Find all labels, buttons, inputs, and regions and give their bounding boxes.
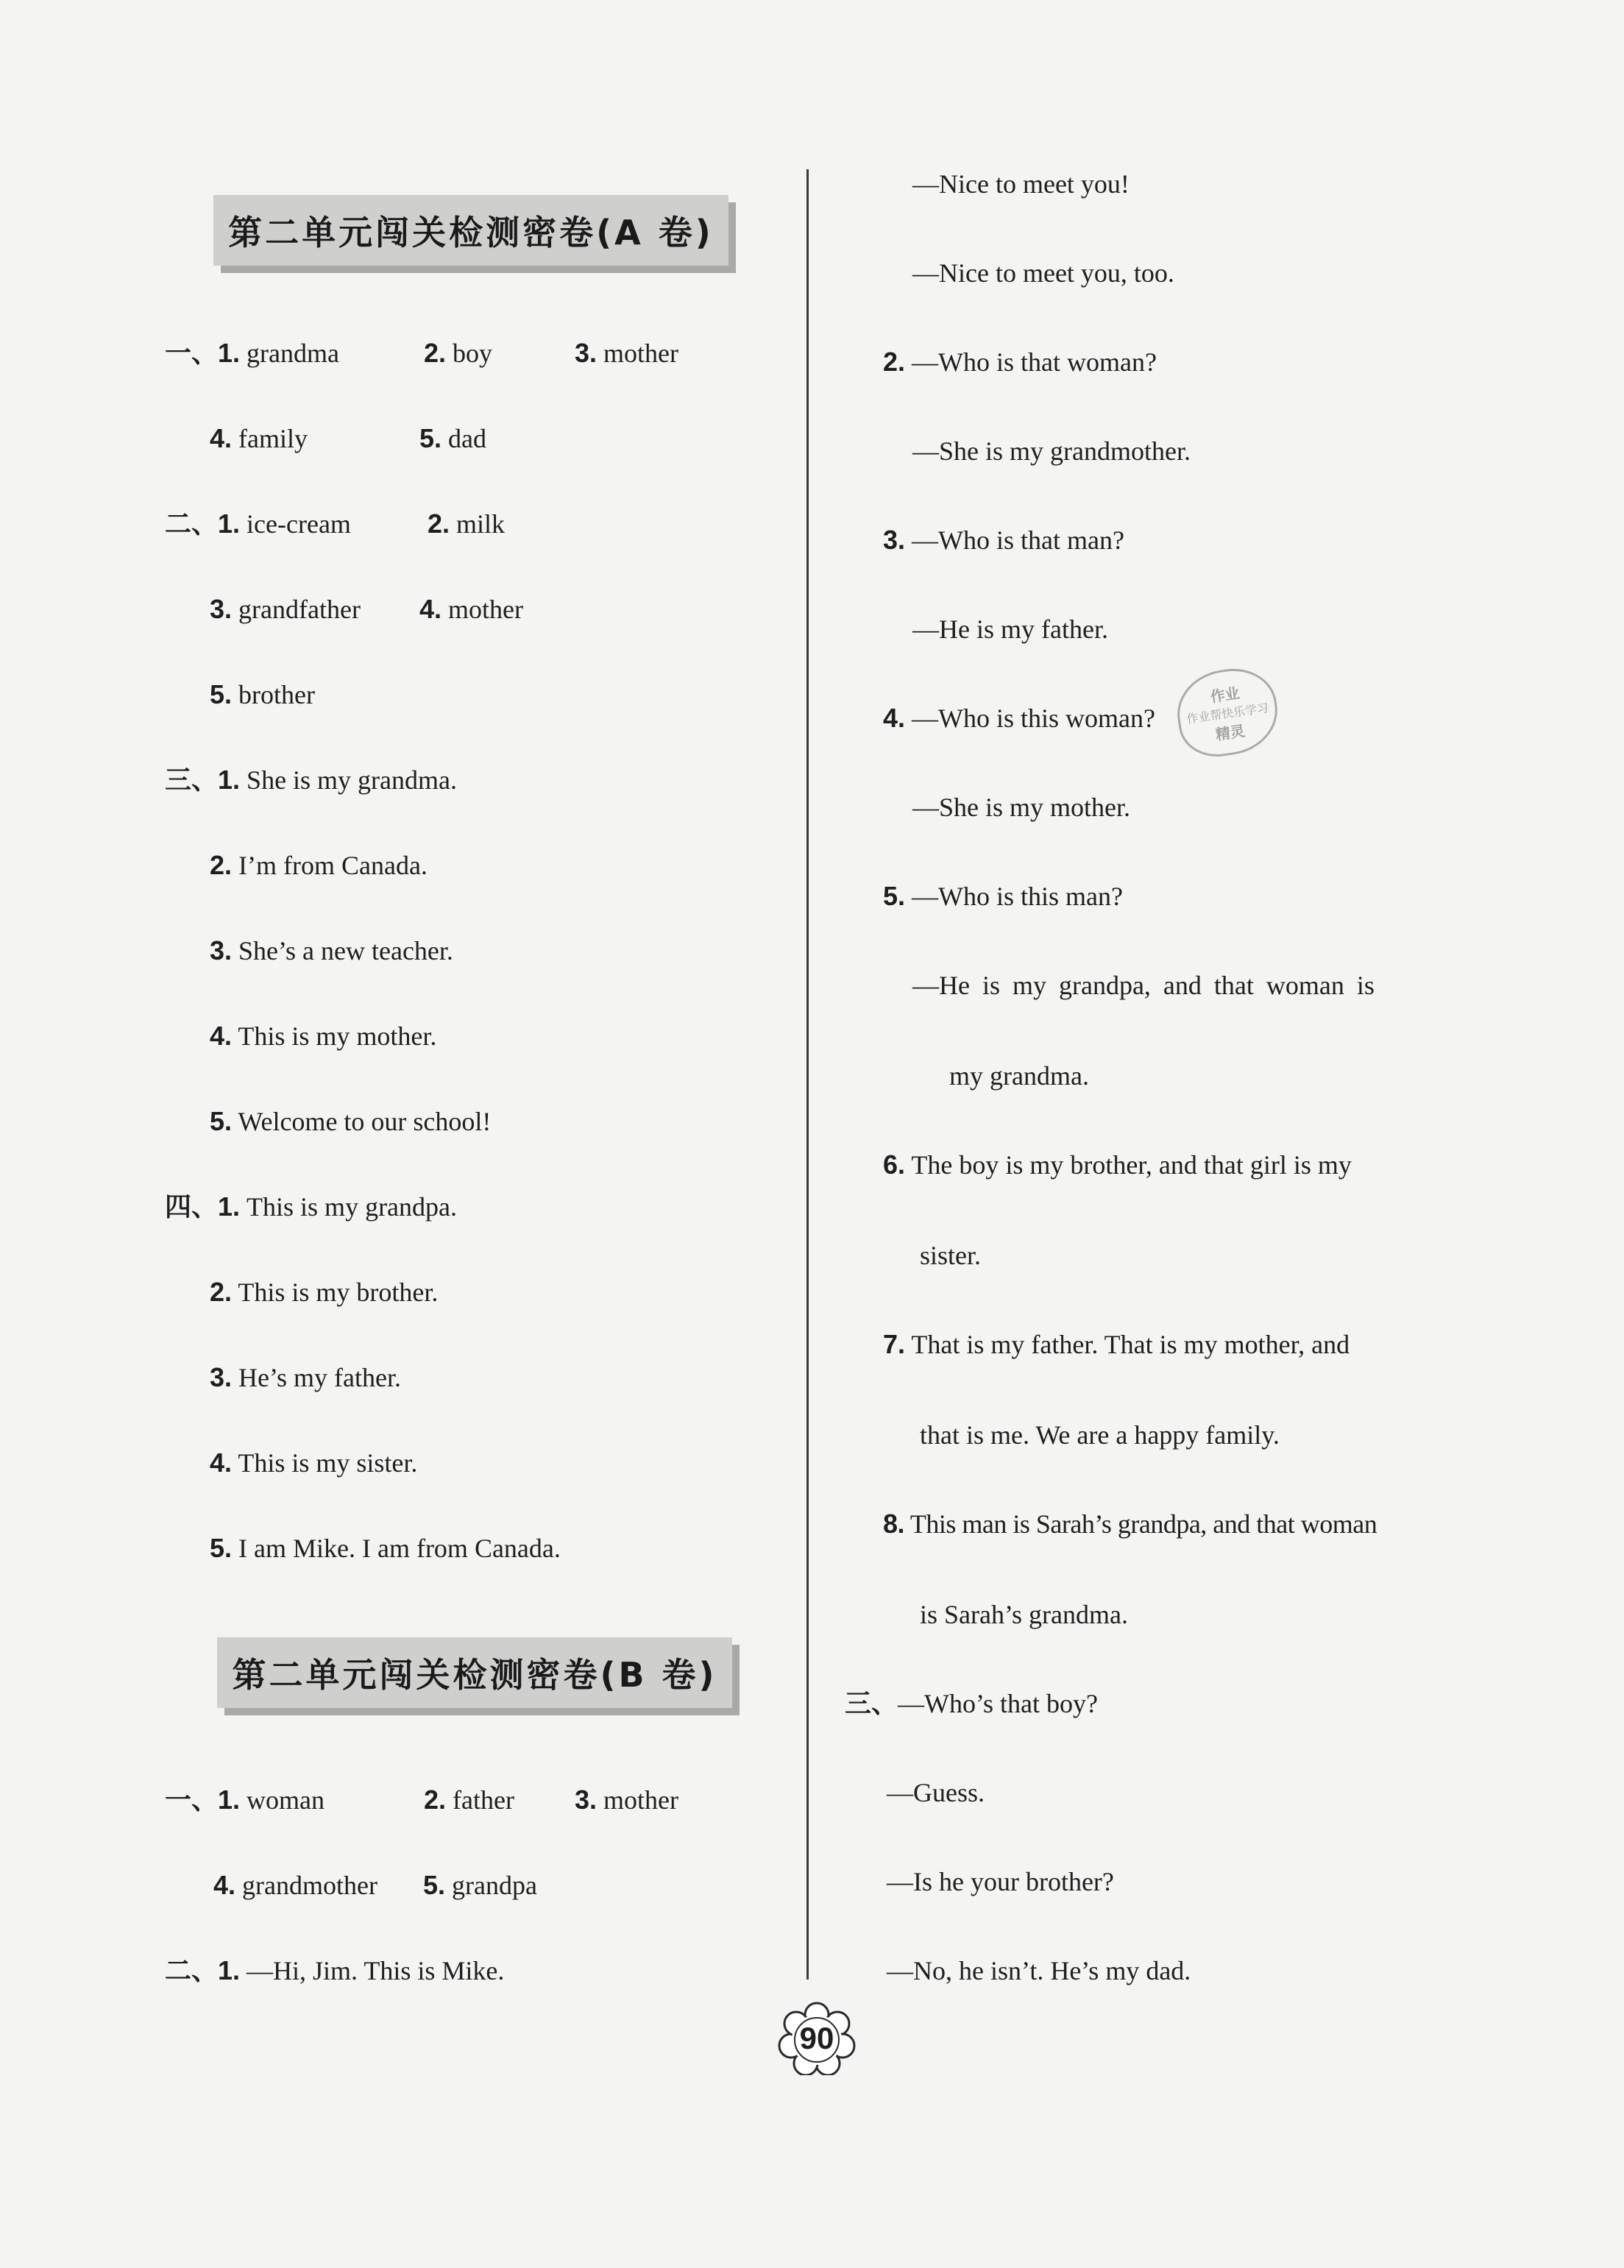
a-sec4-item4: 4. This is my sister. [210, 1447, 418, 1478]
answer-item: 5. brother [210, 679, 315, 709]
a-sec1-row1 [165, 340, 678, 367]
question-number: 1. [218, 1785, 241, 1815]
dialog-line: —She is my mother. [912, 793, 1130, 822]
question-number: 1. [218, 508, 241, 539]
a-sec2-row1 [165, 508, 506, 539]
question-number: 7. [883, 1329, 906, 1359]
question-number: 1. [218, 1955, 241, 1985]
a-sec4-item2: 2. This is my brother. [210, 1277, 439, 1307]
dialog-line: —Nice to meet you! [912, 169, 1130, 199]
dialog-line: 2. —Who is that woman? [883, 347, 1157, 377]
answer-item: 2. milk [428, 508, 506, 539]
question-number: 3. [575, 338, 598, 368]
dialog-line: —Guess. [887, 1778, 985, 1807]
dialog-line: —He is my father. [912, 614, 1108, 644]
answer-item: 5. grandpa [423, 1870, 537, 1900]
dialog-line: my grandma. [949, 1061, 1089, 1091]
answer-item: 1. woman [218, 1785, 325, 1815]
a-sec2-row2 [210, 596, 523, 623]
answer-item: 4. mother [419, 594, 524, 624]
dialog-line: —She is my grandmother. [912, 436, 1191, 466]
answer-sentence: 8. This man is Sarah’s grandpa, and that woman [883, 1509, 1377, 1539]
question-number: 4. [883, 703, 906, 733]
b-sec2-item1 [165, 1957, 504, 1985]
question-number: 3. [883, 525, 906, 555]
answer-item: 4. family [210, 423, 308, 453]
stamp-top: 作业 [1209, 684, 1241, 706]
question-number: 5. [423, 1870, 446, 1900]
a-sec4-item5: 5. I am Mike. I am from Canada. [210, 1533, 561, 1563]
answer-sentence: is Sarah’s grandma. [920, 1600, 1128, 1629]
question-number: 5. [883, 881, 906, 911]
a-sec4-item3: 3. He’s my father. [210, 1362, 401, 1392]
answer-item: 1. This is my grandpa. [218, 1191, 458, 1222]
a-sec3-item5: 5. Welcome to our school! [210, 1106, 492, 1136]
page-number-badge [773, 2002, 861, 2075]
a-sec4-item1 [165, 1191, 458, 1222]
question-number: 4. [210, 1447, 233, 1478]
a-sec3-item3: 3. She’s a new teacher. [210, 935, 453, 965]
section-label: 二、 [165, 509, 219, 539]
section-label: 三、 [165, 765, 219, 795]
question-number: 4. [210, 1021, 233, 1051]
b-sec1-row2 [213, 1872, 537, 1899]
dialog-line: —He is my grandpa, and that woman is [912, 971, 1375, 1000]
question-number: 3. [210, 1362, 233, 1392]
question-number: 3. [210, 594, 233, 624]
answer-item: 2. boy [424, 338, 493, 368]
a-sec1-row2 [210, 425, 486, 452]
answer-item: 1. ice-cream [218, 508, 351, 539]
question-number: 3. [210, 935, 233, 965]
question-number: 1. [218, 338, 241, 368]
column-divider [806, 169, 809, 1980]
answer-sentence: 6. The boy is my brother, and that girl is my [883, 1149, 1352, 1180]
stamp-bottom: 精灵 [1214, 721, 1247, 743]
answer-item: 3. grandfather [210, 594, 361, 624]
answer-sentence: that is me. We are a happy family. [920, 1420, 1280, 1450]
banner-a-title: 第二单元闯关检测密卷(A 卷) [228, 213, 714, 252]
question-number: 5. [210, 1106, 233, 1136]
question-number: 6. [883, 1149, 906, 1180]
question-number: 1. [218, 1191, 241, 1222]
question-number: 2. [210, 1277, 233, 1307]
a-sec3-item1 [165, 767, 457, 794]
question-number: 1. [218, 765, 241, 795]
answer-sentence: sister. [920, 1241, 982, 1270]
dialog-line: 4. —Who is this woman? [883, 703, 1155, 733]
answer-item: 4. grandmother [213, 1870, 377, 1900]
question-number: 5. [210, 1533, 233, 1563]
question-number: 5. [419, 423, 442, 453]
question-number: 4. [210, 423, 233, 453]
question-number: 8. [883, 1509, 905, 1539]
question-number: 2. [883, 347, 906, 377]
section-label: 一、 [165, 339, 219, 369]
answer-item: 3. mother [575, 338, 679, 368]
answer-item: 2. father [424, 1785, 514, 1815]
question-number: 2. [424, 338, 447, 368]
question-number: 2. [424, 1785, 447, 1815]
unit2-test-a-banner [213, 195, 728, 266]
answer-sentence: 7. That is my father. That is my mother, and [883, 1329, 1350, 1359]
answer-item: 3. mother [575, 1785, 679, 1815]
question-number: 3. [575, 1785, 598, 1815]
b-sec1-row1 [165, 1787, 678, 1814]
page-number: 90 [799, 2021, 834, 2055]
question-number: 4. [213, 1870, 236, 1900]
section-label: 三、 [845, 1689, 898, 1719]
section-label: 四、 [165, 1192, 219, 1222]
question-number: 2. [210, 850, 233, 880]
stamp-mid: 作业帮快乐学习 [1185, 700, 1269, 726]
question-number: 5. [210, 679, 233, 709]
dialog-line: —Who’s that boy? [898, 1689, 1098, 1718]
dialog-line: —No, he isn’t. He’s my dad. [887, 1956, 1191, 1985]
dialog-line: —Nice to meet you, too. [912, 258, 1174, 288]
question-number: 4. [419, 594, 442, 624]
section-label: 一、 [165, 1785, 219, 1815]
section-label: 二、 [165, 1956, 219, 1986]
banner-b-title: 第二单元闯关检测密卷(B 卷) [232, 1655, 717, 1695]
dialog-line: —Is he your brother? [887, 1867, 1114, 1896]
answer-item: 1. grandma [218, 338, 339, 368]
r-sec3-line1 [845, 1690, 1098, 1718]
answer-item: 5. dad [419, 423, 487, 453]
answer-item: 1. She is my grandma. [218, 765, 458, 795]
a-sec3-item4: 4. This is my mother. [210, 1021, 437, 1051]
a-sec3-item2: 2. I’m from Canada. [210, 850, 428, 880]
watermark-stamp [1172, 663, 1283, 762]
a-sec2-row3 [210, 681, 315, 708]
dialog-line: 3. —Who is that man? [883, 525, 1124, 555]
answer-item: 1. —Hi, Jim. This is Mike. [218, 1955, 505, 1985]
dialog-line: 5. —Who is this man? [883, 881, 1123, 911]
unit2-test-b-banner [217, 1637, 732, 1708]
question-number: 2. [428, 508, 450, 539]
